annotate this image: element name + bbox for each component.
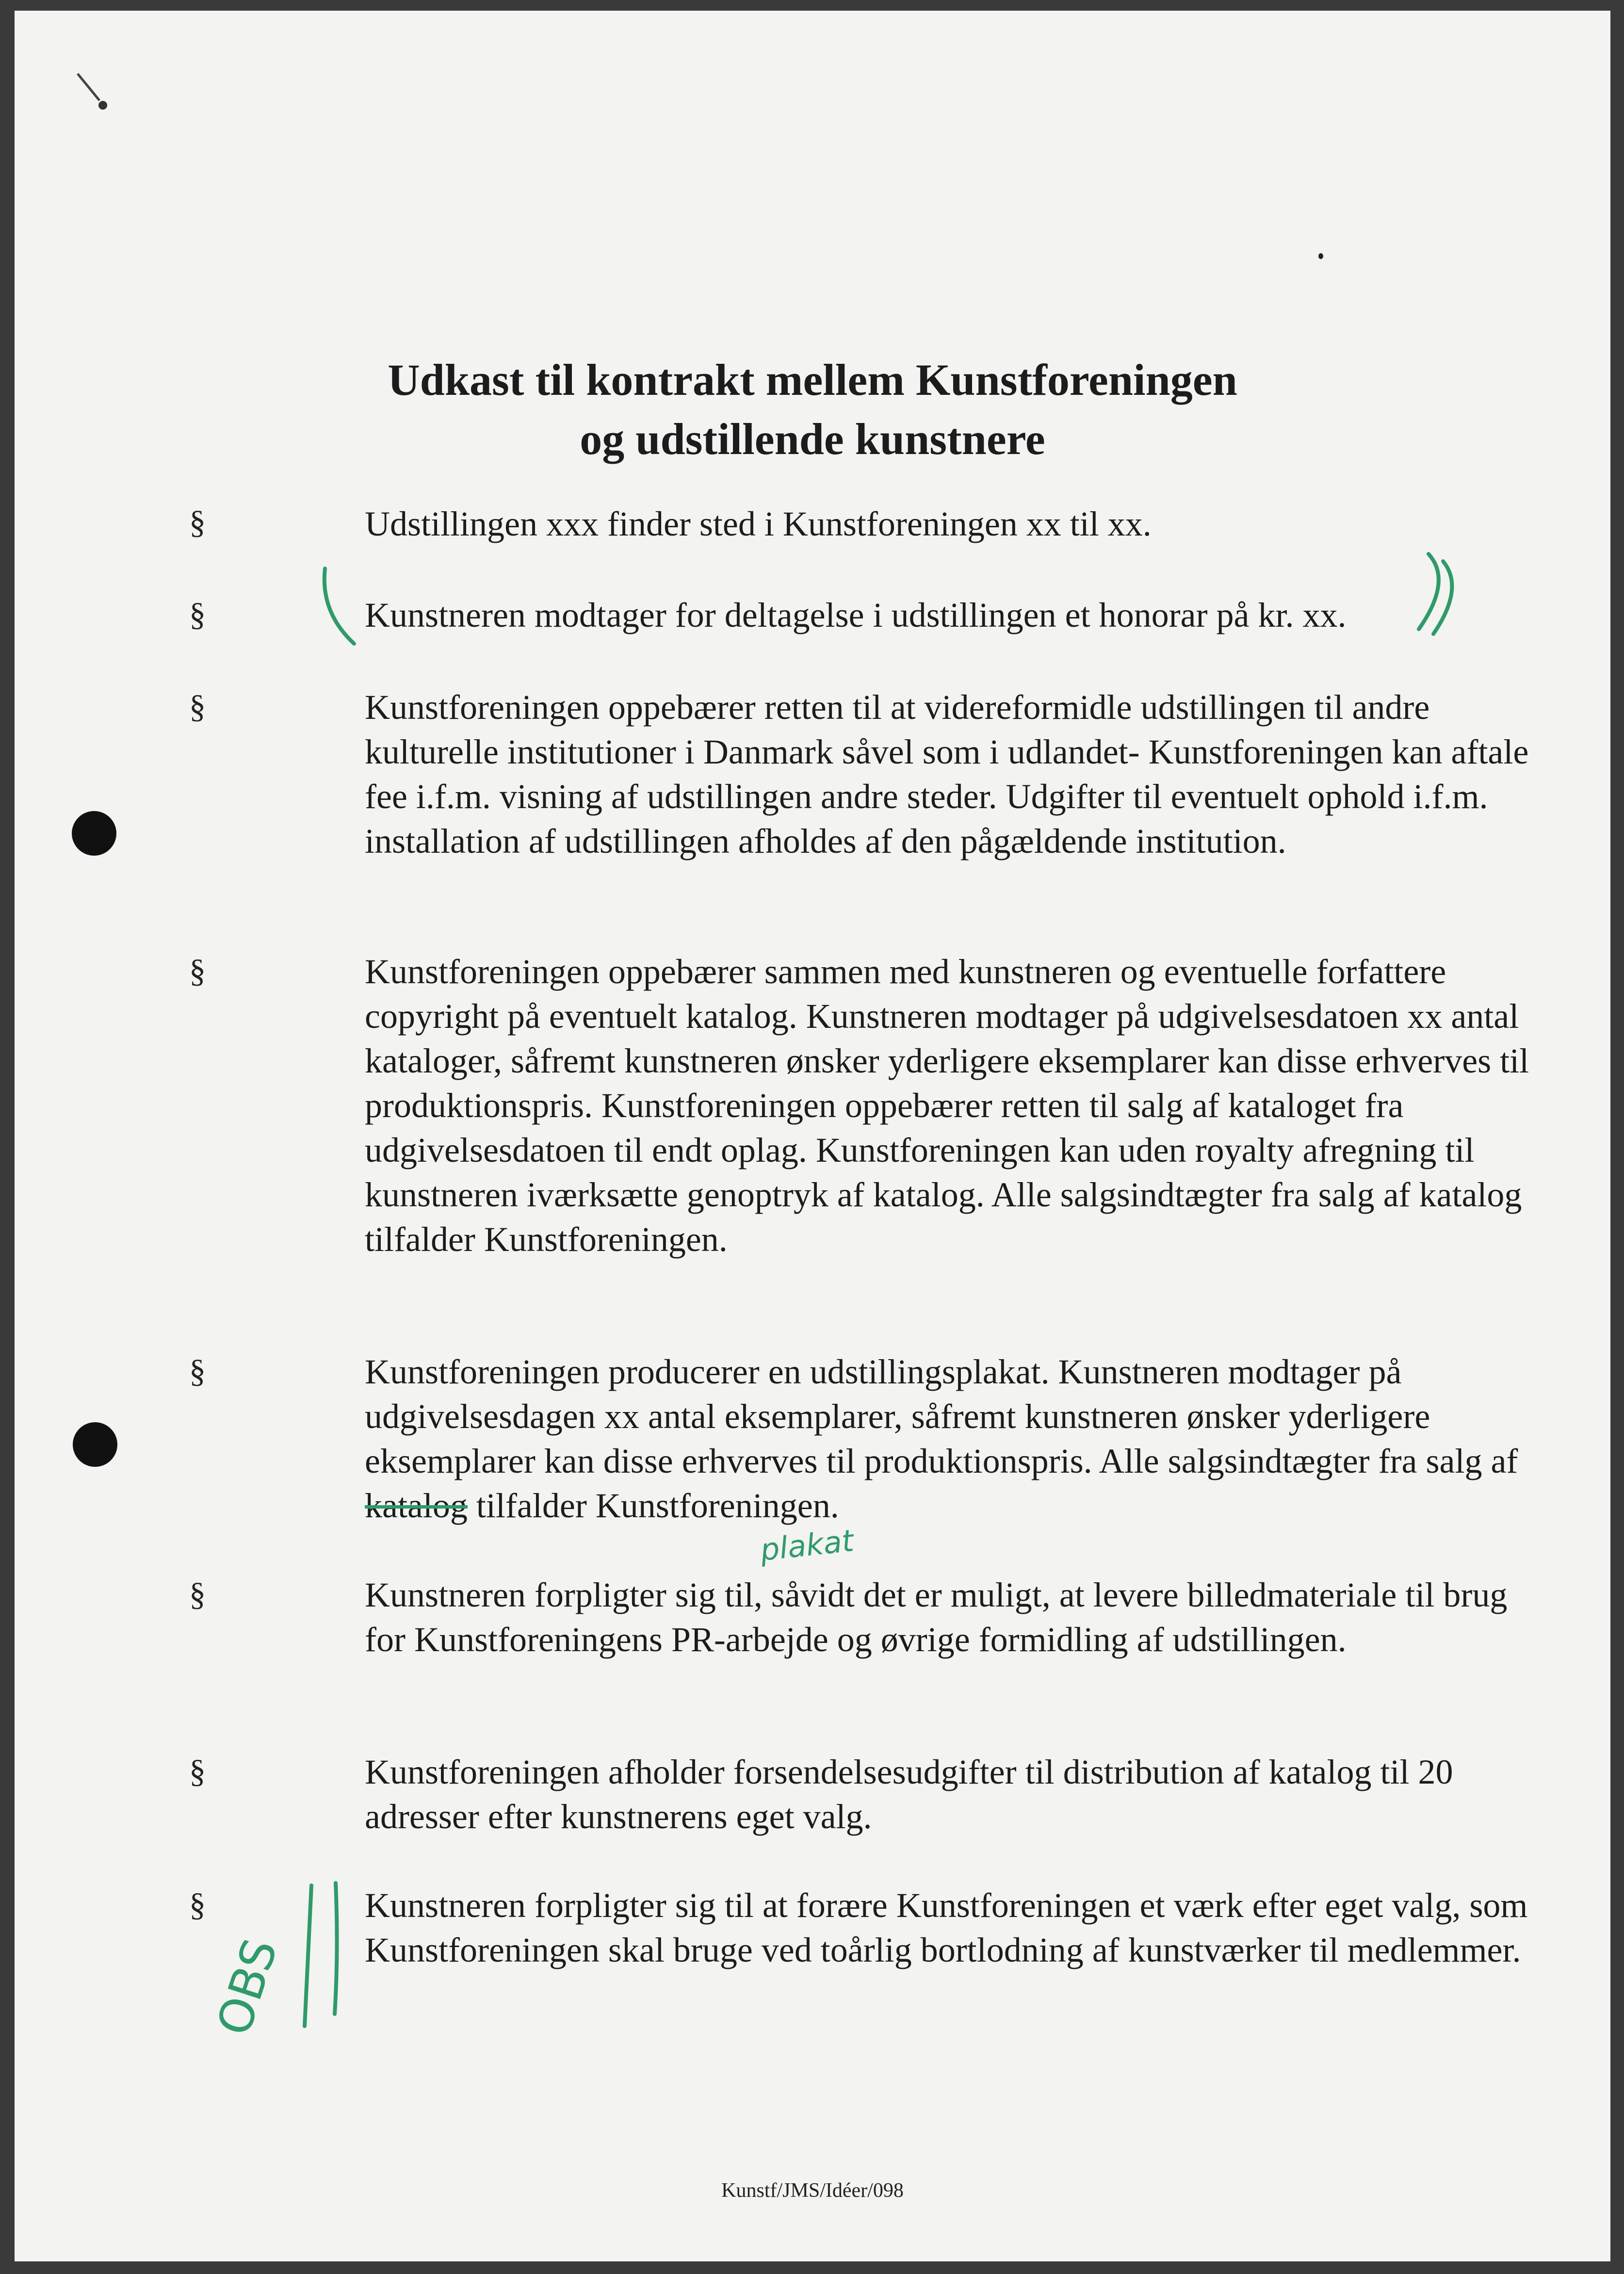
- section-sign: §: [189, 1886, 206, 1923]
- section-1-text: Udstillingen xxx finder sted i Kunstforeningen xx til xx.: [365, 504, 1152, 543]
- section-sign: §: [189, 952, 206, 989]
- section-5-text-after: tilfalder Kunstforeningen.: [467, 1486, 839, 1525]
- section-7-text: Kunstforeningen afholder forsendelsesudgifter til distribution af katalog til 20 adresser efter kunstnerens eget valg.: [365, 1753, 1453, 1836]
- document-title: [15, 350, 1610, 469]
- ink-speck: [98, 101, 107, 110]
- document-footer: Kunstf/JMS/Idéer/098: [721, 2179, 904, 2202]
- open-bracket-mark: [325, 568, 354, 644]
- section-3-text: Kunstforeningen oppebærer retten til at videreformidle udstillingen til andre kulturelle institutioner i Danmark såvel som i udlandet- Kunstforeningen kan aftale fee i.f.m. visning af udstillingen andre steder. Udgifter til eventuelt ophold i.f.m. installation af udstillingen afholdes af den pågældende institution.: [365, 688, 1529, 861]
- section-2-text: Kunstneren modtager for deltagelse i udstillingen et honorar på kr. xx.: [365, 596, 1347, 634]
- section-6-text: Kunstneren forpligter sig til, såvidt det er muligt, at levere billedmateriale til brug for Kunstforeningens PR-arbejde og øvrige formidling af udstillingen.: [365, 1576, 1508, 1659]
- handwritten-replacement-word: plakat: [758, 1523, 856, 1568]
- title-line-1: Udkast til kontrakt mellem Kunstforeningen: [388, 355, 1237, 405]
- section-8-text: Kunstneren forpligter sig til at forære Kunstforeningen et værk efter eget valg, som Kunstforeningen skal bruge ved toårlig bortlodning af kunstværker til medlemmer.: [365, 1886, 1528, 1969]
- margin-line-mark: [335, 1883, 337, 2014]
- margin-line-mark: [305, 1885, 311, 2026]
- ink-speck: [1318, 253, 1323, 259]
- document-page: [15, 11, 1610, 2261]
- punch-hole: [72, 811, 116, 856]
- section-sign: §: [189, 504, 206, 540]
- handwritten-margin-note: OBS: [206, 1932, 288, 2042]
- title-line-2: og udstillende kunstnere: [580, 414, 1045, 464]
- section-4-text: Kunstforeningen oppebærer sammen med kunstneren og eventuelle forfattere copyright på eventuelt katalog. Kunstneren modtager på udgivelsesdatoen xx antal kataloger, såfremt kunstneren ønsker yderligere eksemplarer kan disse erhverves til produktionspris. Kunstforeningen oppebærer retten til salg af kataloget fra udgivelsesdatoen til endt oplag. Kunstforeningen kan uden royalty afregning til kunstneren iværksætte genoptryk af katalog. Alle salgsindtægter fra salg af katalog tilfalder Kunstforeningen.: [365, 952, 1529, 1259]
- section-sign: §: [189, 1352, 206, 1389]
- section-5-text: [365, 1349, 1539, 1528]
- section-sign: §: [189, 688, 206, 725]
- section-sign: §: [189, 596, 206, 633]
- struck-word: katalog: [365, 1486, 468, 1525]
- section-5-text-before: Kunstforeningen producerer en udstillingsplakat. Kunstneren modtager på udgivelsesdagen xx antal eksemplarer, såfremt kunstneren ønsker yderligere eksemplarer kan disse erhverves til produktionspris. Alle salgsindtægter fra salg af: [365, 1352, 1518, 1480]
- punch-hole: [73, 1422, 117, 1467]
- section-sign: §: [189, 1576, 206, 1612]
- section-sign: §: [189, 1753, 206, 1789]
- pencil-mark: [78, 74, 99, 100]
